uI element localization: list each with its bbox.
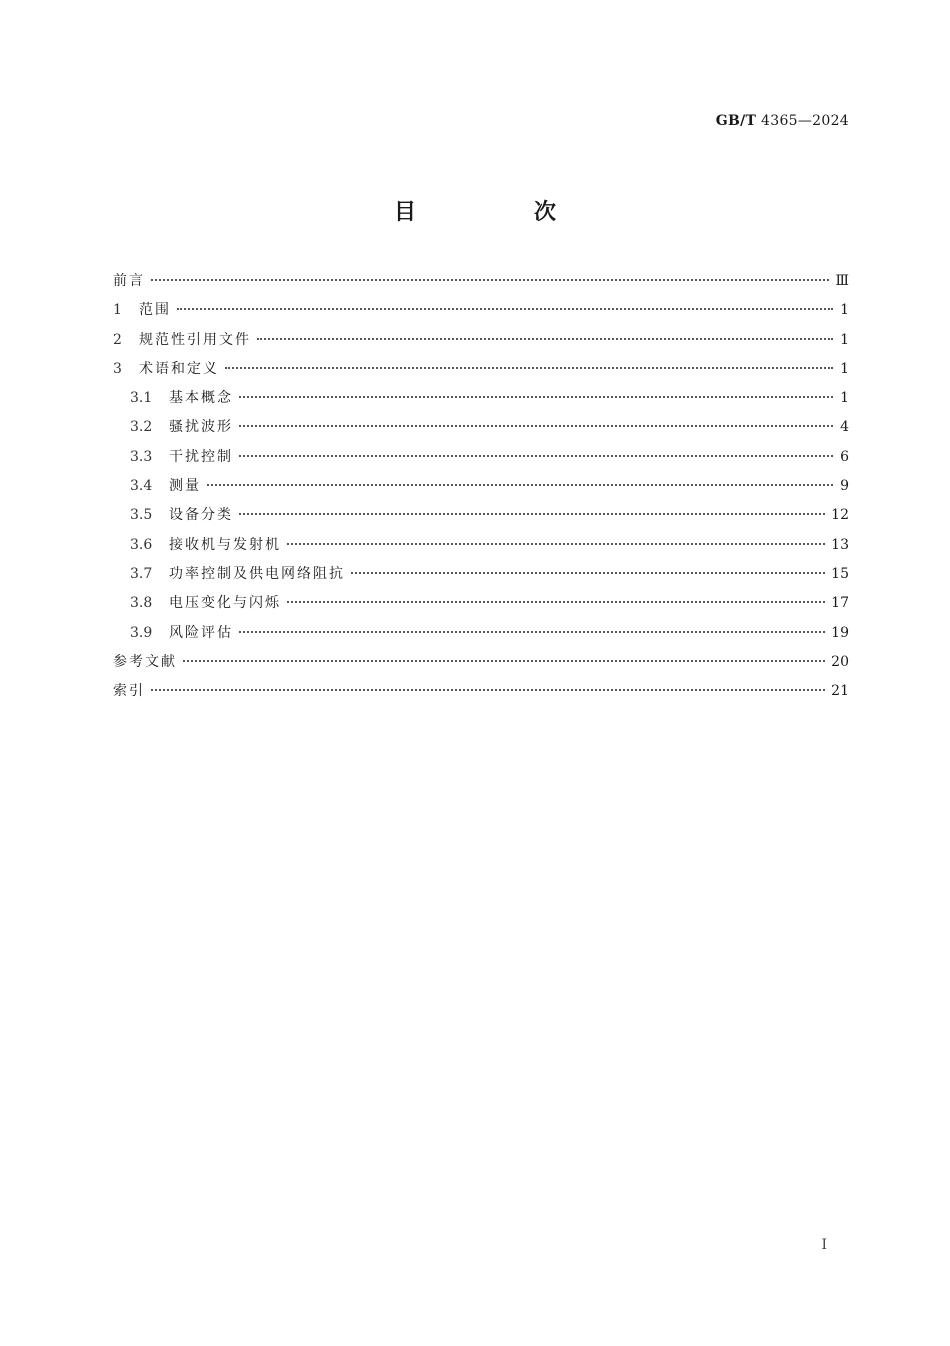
toc-entry-label: 范围 (139, 302, 171, 319)
toc-leader-dots (239, 425, 833, 427)
toc-leader-dots (151, 689, 825, 691)
toc-entry[interactable] (113, 358, 849, 387)
toc-leader-dots (351, 572, 825, 574)
toc-entry-number: 3.1 (130, 390, 153, 407)
toc-entry-page: 9 (840, 478, 849, 495)
toc-leader-dots (239, 455, 833, 457)
toc-entry-number: 3.4 (130, 478, 153, 495)
toc-entry-label: 风险评估 (169, 624, 233, 641)
toc-leader-dots (207, 484, 833, 486)
toc-entry[interactable] (113, 446, 849, 475)
toc-entry[interactable] (113, 387, 849, 416)
toc-entry-page: 15 (831, 565, 849, 582)
toc-entry-label: 规范性引用文件 (139, 331, 251, 348)
toc-entry-label: 术语和定义 (139, 360, 219, 377)
toc-entry[interactable] (113, 416, 849, 445)
toc-entry-page: 6 (840, 448, 849, 465)
toc-entry-label: 电压变化与闪烁 (169, 595, 281, 612)
toc-leader-dots (239, 396, 833, 398)
toc-entry[interactable] (113, 504, 849, 533)
toc-entry-page: 12 (831, 507, 849, 524)
toc-leader-dots (287, 543, 825, 545)
toc-entry[interactable] (113, 563, 849, 592)
toc-entry[interactable] (113, 534, 849, 563)
standard-code (716, 113, 849, 129)
toc-entry-label: 设备分类 (169, 507, 233, 524)
toc-entry[interactable] (113, 475, 849, 504)
toc-entry-label: 骚扰波形 (169, 419, 233, 436)
toc-entry-number: 3.7 (130, 565, 153, 582)
toc-entry-label: 前言 (113, 273, 145, 289)
toc-entry-label: 索引 (113, 683, 145, 700)
toc-leader-dots (257, 338, 833, 340)
toc-entry-page: 4 (840, 419, 849, 436)
toc-entry[interactable] (113, 651, 849, 680)
toc-entry-page: 13 (831, 536, 849, 553)
toc-leader-dots (287, 601, 825, 603)
toc-entry-page: 1 (840, 390, 849, 407)
toc-leader-dots (183, 660, 825, 662)
toc-entry-page: 20 (831, 653, 849, 670)
toc-entry-number: 3.6 (130, 536, 153, 553)
toc-entry-page: 17 (831, 595, 849, 612)
toc-entry-label: 基本概念 (169, 390, 233, 407)
toc-entry[interactable] (113, 622, 849, 651)
toc-entry-page: 19 (831, 624, 849, 641)
toc-entry-label: 接收机与发射机 (169, 536, 281, 553)
toc-entry-number: 3.3 (130, 448, 153, 465)
toc-entry[interactable] (113, 299, 849, 328)
footer-page-number: I (821, 1237, 827, 1253)
page-title: 目 次 (393, 200, 604, 225)
toc-entry-number: 3 (113, 360, 122, 377)
toc-entry-number: 3.5 (130, 507, 153, 524)
toc-entry[interactable] (113, 270, 849, 299)
toc-leader-dots (177, 308, 833, 310)
toc-entry-label: 参考文献 (113, 653, 177, 670)
toc-entry-page: 1 (840, 360, 849, 377)
toc-entry[interactable] (113, 592, 849, 621)
toc-leader-dots (239, 513, 825, 515)
toc-entry-label: 干扰控制 (169, 448, 233, 465)
toc-entry-label: 测量 (169, 478, 201, 495)
table-of-contents (113, 270, 849, 709)
toc-entry-page: 1 (840, 302, 849, 319)
toc-leader-dots (151, 279, 829, 281)
toc-leader-dots (239, 631, 825, 633)
standard-number: 4365—2024 (761, 113, 849, 129)
toc-entry-number: 2 (113, 331, 122, 348)
toc-entry-number: 1 (113, 302, 122, 319)
toc-entry-label: 功率控制及供电网络阻抗 (169, 565, 345, 582)
toc-entry-page: Ⅲ (835, 273, 849, 289)
toc-entry-number: 3.9 (130, 624, 153, 641)
toc-entry[interactable] (113, 329, 849, 358)
toc-entry-number: 3.2 (130, 419, 153, 436)
toc-entry[interactable] (113, 680, 849, 709)
standard-prefix: GB/T (715, 113, 757, 129)
toc-entry-number: 3.8 (130, 595, 153, 612)
toc-entry-page: 1 (840, 331, 849, 348)
toc-leader-dots (225, 367, 833, 369)
toc-entry-page: 21 (831, 683, 849, 700)
